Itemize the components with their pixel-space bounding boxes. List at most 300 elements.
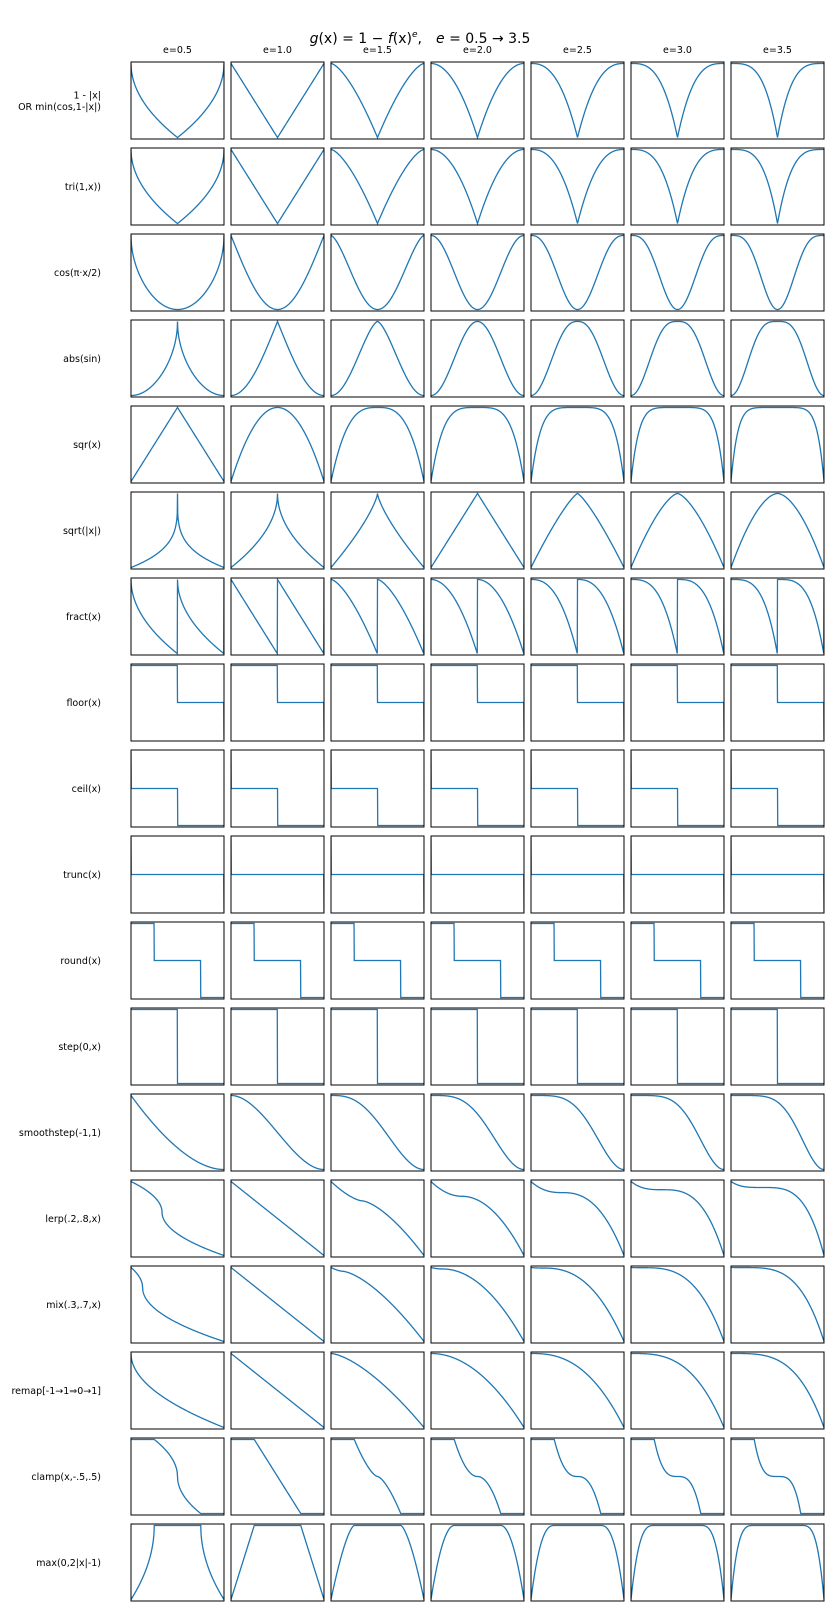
series-line <box>331 1439 424 1513</box>
series-line <box>531 149 624 223</box>
panel-frame <box>431 62 524 139</box>
series-line <box>231 837 324 911</box>
panel <box>531 1008 624 1085</box>
panel <box>231 406 324 483</box>
column-label: e=2.0 <box>463 45 492 56</box>
panel <box>631 148 724 225</box>
panel <box>331 750 424 827</box>
panel <box>431 1352 524 1429</box>
series-line <box>431 837 524 911</box>
row-label: 1 - |x| <box>73 90 101 102</box>
series-line <box>231 1439 324 1513</box>
panel <box>331 148 424 225</box>
panel-frame <box>631 1524 724 1601</box>
panel-frame <box>331 492 424 569</box>
panel <box>531 1438 624 1515</box>
series-line <box>131 1439 224 1513</box>
panel <box>431 320 524 397</box>
panel <box>231 1094 324 1171</box>
panel-frame <box>631 1352 724 1429</box>
series-line <box>431 321 524 395</box>
series-line <box>131 1095 224 1169</box>
panel-frame <box>631 320 724 397</box>
series-line <box>431 665 524 739</box>
panel <box>231 62 324 139</box>
series-line <box>731 407 824 481</box>
series-line <box>431 235 524 309</box>
title-e: e <box>436 31 445 47</box>
series-line <box>231 751 324 825</box>
panel-frame <box>631 62 724 139</box>
series-line <box>331 1009 424 1083</box>
panel <box>631 750 724 827</box>
series-line <box>631 923 724 997</box>
panel <box>731 1094 824 1171</box>
panel <box>731 578 824 655</box>
panel <box>431 1266 524 1343</box>
series-line <box>731 665 824 739</box>
panels-grid <box>131 62 824 1601</box>
series-line <box>531 1439 624 1513</box>
column-label: e=1.5 <box>363 45 392 56</box>
panel <box>431 836 524 913</box>
title-f: f <box>387 31 393 47</box>
panel <box>431 62 524 139</box>
panel <box>331 1008 424 1085</box>
series-line <box>431 1267 524 1341</box>
panel <box>331 406 424 483</box>
panel-frame <box>731 492 824 569</box>
column-label: e=2.5 <box>563 45 592 56</box>
column-label: e=1.0 <box>263 45 292 56</box>
panel-frame <box>331 1524 424 1601</box>
row-label: clamp(x,-.5,.5) <box>31 1472 101 1483</box>
series-line <box>131 1181 224 1255</box>
series-line <box>131 751 224 825</box>
panel <box>531 1352 624 1429</box>
panel <box>531 492 624 569</box>
panel <box>431 1180 524 1257</box>
panel-frame <box>431 406 524 483</box>
panel <box>231 836 324 913</box>
row-label: remap[-1→1⇒0→1] <box>11 1386 101 1397</box>
title-comma: , <box>417 31 423 47</box>
series-line <box>231 493 324 567</box>
panel <box>431 1438 524 1515</box>
panel-frame <box>431 234 524 311</box>
panel <box>131 1180 224 1257</box>
panel <box>231 1180 324 1257</box>
series-line <box>131 837 224 911</box>
series-line <box>631 1181 724 1255</box>
series-line <box>331 579 424 653</box>
panel <box>431 922 524 999</box>
panel-frame <box>731 148 824 225</box>
panel <box>731 1266 824 1343</box>
panel <box>531 1094 624 1171</box>
row-label: lerp(.2,.8,x) <box>45 1214 101 1225</box>
series-line <box>231 923 324 997</box>
series-line <box>731 923 824 997</box>
series-line <box>231 1181 324 1255</box>
panel <box>131 148 224 225</box>
series-line <box>131 1009 224 1083</box>
column-label: e=3.5 <box>763 45 792 56</box>
panel <box>331 1266 424 1343</box>
panel <box>631 1438 724 1515</box>
series-line <box>431 63 524 137</box>
panel <box>231 234 324 311</box>
title-g: g <box>309 31 319 47</box>
panel <box>131 578 224 655</box>
title-range: = 0.5 → 3.5 <box>444 31 531 47</box>
series-line <box>531 751 624 825</box>
panel <box>331 1524 424 1601</box>
panel <box>531 320 624 397</box>
series-line <box>631 751 724 825</box>
panel <box>231 1524 324 1601</box>
panel-frame <box>631 148 724 225</box>
panel <box>731 492 824 569</box>
panel <box>131 922 224 999</box>
panel-frame <box>631 1180 724 1257</box>
series-line <box>331 149 424 223</box>
panel-frame <box>531 62 624 139</box>
panel <box>131 750 224 827</box>
series-line <box>731 235 824 309</box>
panel-frame <box>531 320 624 397</box>
panel-frame <box>731 320 824 397</box>
panel <box>331 664 424 741</box>
panel <box>631 406 724 483</box>
panel <box>631 1094 724 1171</box>
panel <box>131 492 224 569</box>
panel <box>331 578 424 655</box>
panel-frame <box>331 406 424 483</box>
series-line <box>331 321 424 395</box>
series-line <box>631 321 724 395</box>
panel <box>731 664 824 741</box>
series-line <box>431 149 524 223</box>
panel-frame <box>231 62 324 139</box>
panel <box>431 492 524 569</box>
panel <box>631 62 724 139</box>
panel <box>431 406 524 483</box>
panel-frame <box>531 406 624 483</box>
series-line <box>131 407 224 481</box>
panel <box>231 320 324 397</box>
series-line <box>531 837 624 911</box>
panel-frame <box>331 1180 424 1257</box>
panel <box>131 234 224 311</box>
panel <box>131 62 224 139</box>
panel-frame <box>231 234 324 311</box>
panel <box>231 1008 324 1085</box>
row-label: sqr(x) <box>73 440 101 451</box>
series-line <box>531 665 624 739</box>
series-line <box>531 493 624 567</box>
panel <box>631 1008 724 1085</box>
row-label: mix(.3,.7,x) <box>46 1300 101 1311</box>
title-exp: e <box>412 30 418 40</box>
panel-frame <box>331 1352 424 1429</box>
panel <box>231 1266 324 1343</box>
row-label: round(x) <box>60 956 101 967</box>
series-line <box>131 493 224 567</box>
series-line <box>231 665 324 739</box>
series-line <box>131 1353 224 1427</box>
series-line <box>731 579 824 653</box>
series-line <box>731 751 824 825</box>
series-line <box>731 149 824 223</box>
column-label: e=3.0 <box>663 45 692 56</box>
panel-frame <box>431 1266 524 1343</box>
series-line <box>331 1525 424 1599</box>
panel <box>231 1352 324 1429</box>
title-part-2: (x) <box>392 31 413 47</box>
series-line <box>631 837 724 911</box>
series-line <box>131 665 224 739</box>
panel <box>531 1180 624 1257</box>
panel-frame <box>131 234 224 311</box>
series-line <box>631 493 724 567</box>
panel-frame <box>731 62 824 139</box>
panel-frame <box>331 320 424 397</box>
panel-frame <box>131 62 224 139</box>
panel-frame <box>231 320 324 397</box>
series-line <box>431 1095 524 1169</box>
series-line <box>331 665 424 739</box>
series-line <box>531 1095 624 1169</box>
series-line <box>431 579 524 653</box>
panel-frame <box>531 1180 624 1257</box>
panel <box>731 406 824 483</box>
panel <box>731 320 824 397</box>
series-line <box>331 1353 424 1427</box>
panel <box>631 234 724 311</box>
series-line <box>731 1353 824 1427</box>
series-line <box>231 235 324 309</box>
series-line <box>231 1267 324 1341</box>
panel-frame <box>231 1524 324 1601</box>
series-line <box>731 493 824 567</box>
panel-frame <box>631 234 724 311</box>
panel <box>631 492 724 569</box>
panel-frame <box>731 1352 824 1429</box>
panel <box>331 234 424 311</box>
series-line <box>131 923 224 997</box>
series-line <box>231 1009 324 1083</box>
series-line <box>331 63 424 137</box>
series-line <box>131 149 224 223</box>
series-line <box>731 1009 824 1083</box>
series-line <box>431 493 524 567</box>
panel <box>531 1524 624 1601</box>
row-label: step(0,x) <box>58 1042 101 1053</box>
row-label: tri(1,x)) <box>64 182 101 193</box>
series-line <box>331 1095 424 1169</box>
panel-frame <box>131 1094 224 1171</box>
panel-frame <box>131 1352 224 1429</box>
row-label: sqrt(|x|) <box>62 526 101 537</box>
series-line <box>431 1439 524 1513</box>
panel <box>731 62 824 139</box>
panel <box>331 1180 424 1257</box>
panel <box>531 578 624 655</box>
series-line <box>331 837 424 911</box>
panel <box>731 922 824 999</box>
row-label: cos(π·x/2) <box>53 268 101 279</box>
panel <box>631 836 724 913</box>
series-line <box>231 1353 324 1427</box>
row-label: max(0,2|x|-1) <box>36 1558 101 1569</box>
series-line <box>731 1095 824 1169</box>
series-line <box>531 1525 624 1599</box>
series-line <box>531 321 624 395</box>
panel-frame <box>431 320 524 397</box>
series-line <box>131 579 224 653</box>
series-line <box>631 149 724 223</box>
panel-frame <box>131 1266 224 1343</box>
panel <box>131 836 224 913</box>
series-line <box>531 63 624 137</box>
series-line <box>331 407 424 481</box>
series-line <box>731 1439 824 1513</box>
series-line <box>331 1181 424 1255</box>
row-label: floor(x) <box>66 698 101 709</box>
panel-frame <box>531 148 624 225</box>
panel <box>331 320 424 397</box>
series-line <box>431 1525 524 1599</box>
panel <box>431 1094 524 1171</box>
row-label: abs(sin) <box>63 354 101 365</box>
panel <box>631 1524 724 1601</box>
panel-frame <box>131 1180 224 1257</box>
column-labels <box>163 45 792 56</box>
panel <box>431 578 524 655</box>
series-line <box>331 1267 424 1341</box>
series-line <box>631 235 724 309</box>
panel <box>731 234 824 311</box>
panel-frame <box>331 148 424 225</box>
panel <box>531 62 624 139</box>
series-line <box>531 1353 624 1427</box>
panel <box>231 1438 324 1515</box>
panel <box>231 578 324 655</box>
panel <box>231 492 324 569</box>
panel <box>531 750 624 827</box>
series-line <box>531 579 624 653</box>
series-line <box>631 1439 724 1513</box>
panel <box>431 1524 524 1601</box>
panel <box>531 148 624 225</box>
panel <box>331 836 424 913</box>
panel-frame <box>731 1094 824 1171</box>
series-line <box>431 407 524 481</box>
series-line <box>631 407 724 481</box>
panel <box>431 750 524 827</box>
panel <box>231 664 324 741</box>
series-line <box>131 63 224 137</box>
panel <box>131 1524 224 1601</box>
panel-frame <box>131 406 224 483</box>
series-line <box>131 1525 224 1599</box>
series-line <box>731 1267 824 1341</box>
series-line <box>331 235 424 309</box>
panel-frame <box>231 492 324 569</box>
series-line <box>531 923 624 997</box>
series-line <box>731 1525 824 1599</box>
panel <box>531 1266 624 1343</box>
series-line <box>631 1525 724 1599</box>
panel <box>531 406 624 483</box>
series-line <box>231 1525 324 1599</box>
panel <box>331 1438 424 1515</box>
panel <box>731 1352 824 1429</box>
panel <box>431 148 524 225</box>
panel <box>731 1180 824 1257</box>
panel-frame <box>431 1094 524 1171</box>
series-line <box>531 407 624 481</box>
panel <box>131 1438 224 1515</box>
panel <box>631 1352 724 1429</box>
panel-frame <box>431 1352 524 1429</box>
panel <box>231 148 324 225</box>
panel <box>731 1524 824 1601</box>
series-line <box>631 1095 724 1169</box>
series-line <box>231 407 324 481</box>
series-line <box>431 1181 524 1255</box>
series-line <box>131 1267 224 1341</box>
panel <box>131 1008 224 1085</box>
panel-frame <box>331 1266 424 1343</box>
series-line <box>431 923 524 997</box>
series-line <box>531 1009 624 1083</box>
panel <box>231 922 324 999</box>
panel <box>631 922 724 999</box>
panel-frame <box>731 234 824 311</box>
series-line <box>131 235 224 309</box>
panel <box>531 234 624 311</box>
series-line <box>731 63 824 137</box>
panel-frame <box>331 62 424 139</box>
series-line <box>531 1267 624 1341</box>
panel <box>431 234 524 311</box>
panel <box>731 750 824 827</box>
series-line <box>531 235 624 309</box>
panel-frame <box>631 406 724 483</box>
panel <box>631 578 724 655</box>
panel-frame <box>431 492 524 569</box>
row-labels <box>11 90 101 1569</box>
panel <box>531 664 624 741</box>
series-line <box>431 751 524 825</box>
series-line <box>731 837 824 911</box>
panel <box>331 1352 424 1429</box>
series-line <box>231 579 324 653</box>
series-line <box>631 665 724 739</box>
panel <box>531 836 624 913</box>
panel-frame <box>131 1524 224 1601</box>
series-line <box>531 1181 624 1255</box>
panel-frame <box>731 406 824 483</box>
panel-frame <box>531 1524 624 1601</box>
panel <box>731 148 824 225</box>
panel-frame <box>731 1524 824 1601</box>
panel <box>631 1266 724 1343</box>
panel <box>731 1438 824 1515</box>
panel-frame <box>631 1266 724 1343</box>
